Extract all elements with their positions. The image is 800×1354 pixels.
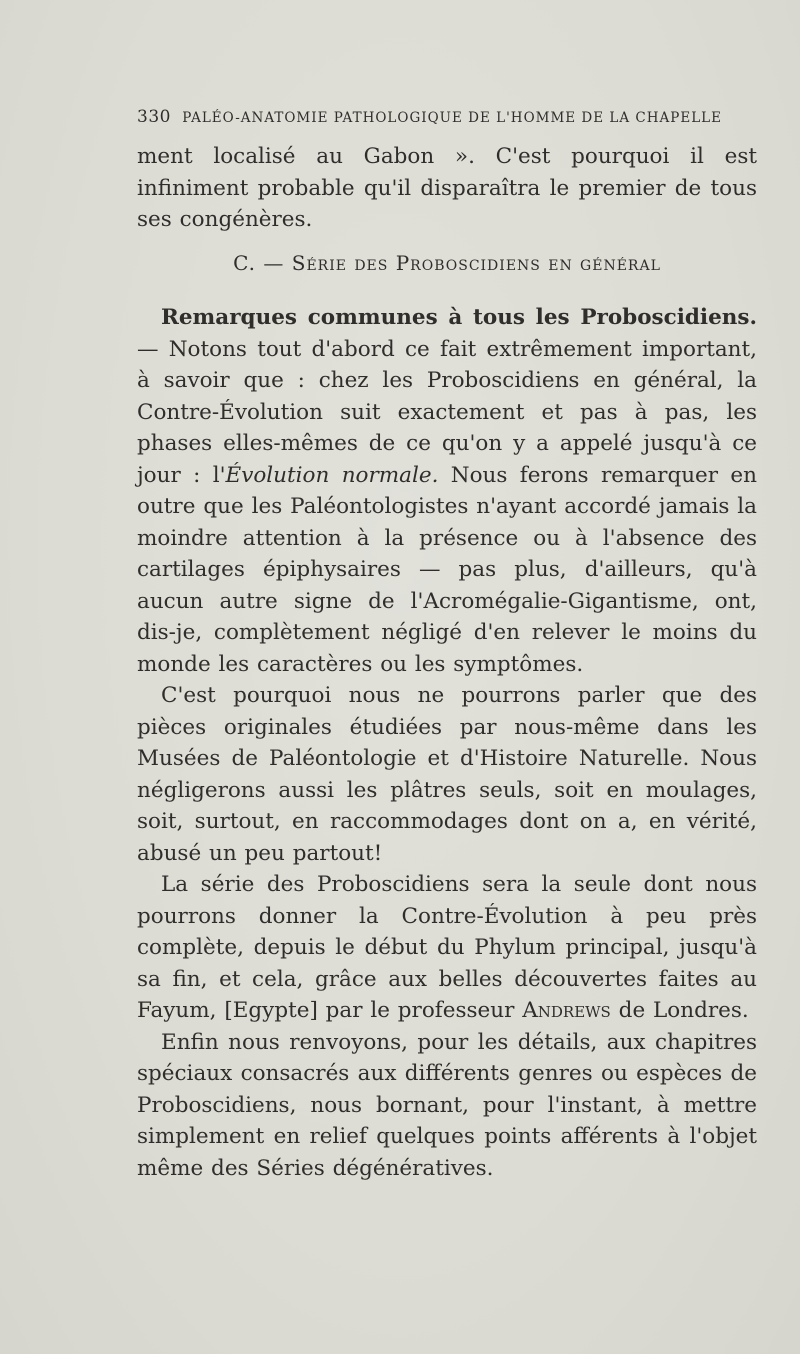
paragraph-text: — Notons tout d'abord ce fait extrêmement important, à savoir que : chez les Proboscidiens en général, la Contre-Évolution suit exactement et pas à pas, les phases elles-mêmes de ce qu'on y a appelé jusqu'à ce jour : l' (137, 336, 757, 488)
paragraph-enfin: Enfin nous renvoyons, pour les détails, aux chapitres spéciaux consacrés aux différents genres ou espèces de Proboscidiens, nous bornant, pour l'instant, à mettre simplement en relief quelques points afférents à l'objet même des Séries dégénératives. (137, 1029, 757, 1181)
section-heading (137, 251, 757, 275)
section-dash: — (263, 251, 285, 275)
running-head-title: PALÉO-ANATOMIE PATHOLOGIQUE DE L'HOMME DE LA CHAPELLE (182, 110, 722, 126)
page-number: 330 (137, 107, 171, 127)
paragraph-musees: C'est pourquoi nous ne pourrons parler que des pièces originales étudiées par nous-même dans les Musées de Paléontologie et d'Histoire Naturelle. Nous négligerons aussi les plâtres seuls, soit en moulages, soit, surtout, en raccommodages dont on a, en vérité, abusé un peu partout! (137, 683, 757, 866)
running-head (137, 107, 737, 127)
body-text-block (137, 302, 757, 1184)
author-name: Andrews (522, 998, 611, 1023)
paragraph-serie (137, 869, 757, 1027)
paragraph-text: de Londres. (610, 998, 749, 1023)
paragraph-italic: Évolution normale. (225, 462, 439, 488)
section-letter: C. (233, 251, 257, 275)
paragraph-text: La série des Proboscidiens sera la seule dont nous pourrons donner la Contre-Évolution à peu près complète, depuis le début du Phylum principal, jusqu'à sa fin, et cela, grâce aux belles découvertes faites au Fayum, [Egypte] par le professeur (137, 872, 757, 1023)
intro-text-block (137, 141, 757, 236)
paragraph-lead: Remarques communes à tous les Proboscidiens. (161, 305, 757, 330)
paragraph-text: Nous ferons remarquer en outre que les Paléontologistes n'ayant accordé jamais la moindre attention à la présence ou à l'absence des cartilages épiphysaires — pas plus, d'ailleurs, qu'à aucun autre signe de l'Acromégalie-Gigantisme, ont, dis-je, complètement négligé d'en relever le moins du monde les caractères ou les symptômes. (137, 462, 757, 677)
section-title: Série des Proboscidiens en général (291, 251, 661, 275)
intro-paragraph: ment localisé au Gabon ». C'est pourquoi il est infiniment probable qu'il disparaîtra le premier de tous ses congénères. (137, 144, 757, 232)
paragraph-remarques (137, 302, 757, 680)
